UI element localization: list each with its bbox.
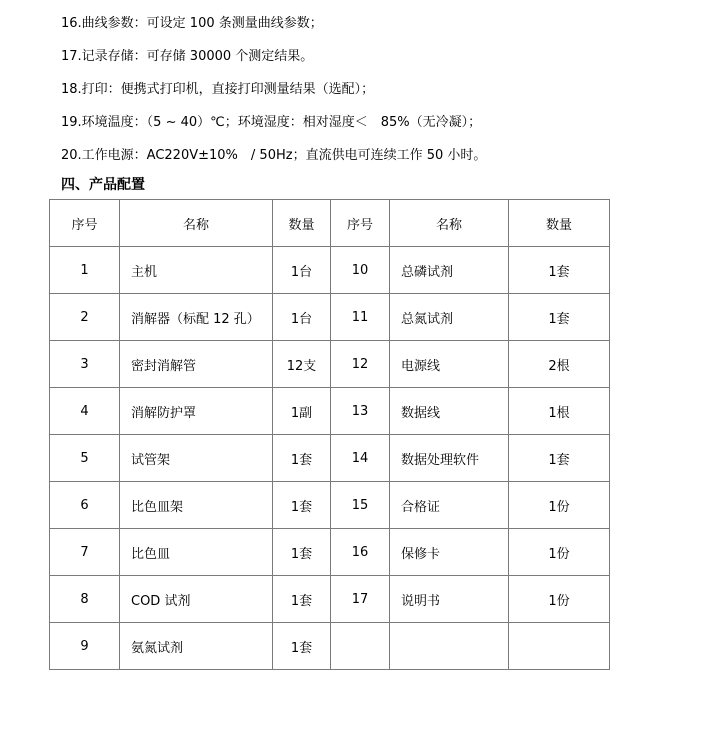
config-table (49, 199, 610, 670)
table-row (50, 247, 610, 294)
header-name-left: 名称 (120, 200, 273, 247)
item-number-left: 8 (50, 576, 120, 623)
item-name-left: 试管架 (120, 435, 273, 482)
item-number-left: 2 (50, 294, 120, 341)
item-quantity-right: 1份 (509, 529, 610, 576)
item-quantity-right: 2根 (509, 341, 610, 388)
header-qty-left: 数量 (273, 200, 331, 247)
item-quantity-left: 1套 (273, 623, 331, 670)
spec-list (61, 10, 681, 175)
header-name-right: 名称 (390, 200, 509, 247)
table-row (50, 529, 610, 576)
spec-line-environment: 19.环境温度：（5 ~ 40）℃；环境湿度：相对湿度＜ 85%（无冷凝）； (61, 115, 482, 130)
item-quantity-right: 1套 (509, 294, 610, 341)
item-name-left: 比色皿 (120, 529, 273, 576)
item-number-right: 12 (331, 341, 390, 388)
header-no-left: 序号 (50, 200, 120, 247)
item-quantity-right: 1套 (509, 435, 610, 482)
item-quantity-left: 1套 (273, 576, 331, 623)
item-name-left: 消解器（标配 12 孔） (120, 294, 273, 341)
item-name-left: 消解防护罩 (120, 388, 273, 435)
item-name-left: 氨氮试剂 (120, 623, 273, 670)
item-number-left: 4 (50, 388, 120, 435)
table-row (50, 341, 610, 388)
item-name-left: COD 试剂 (120, 576, 273, 623)
table-row (50, 576, 610, 623)
item-quantity-right (509, 623, 610, 670)
item-quantity-right: 1套 (509, 247, 610, 294)
item-number-right: 11 (331, 294, 390, 341)
table-row (50, 482, 610, 529)
item-name-left: 主机 (120, 247, 273, 294)
item-quantity-right: 1份 (509, 482, 610, 529)
table-row (50, 388, 610, 435)
item-number-right: 16 (331, 529, 390, 576)
item-number-left: 6 (50, 482, 120, 529)
section-heading: 四、产品配置 (61, 177, 145, 193)
item-name-right: 总磷试剂 (390, 247, 509, 294)
item-number-right: 10 (331, 247, 390, 294)
item-number-right (331, 623, 390, 670)
item-name-right: 保修卡 (390, 529, 509, 576)
item-quantity-left: 1台 (273, 294, 331, 341)
item-number-left: 7 (50, 529, 120, 576)
item-number-right: 14 (331, 435, 390, 482)
item-name-right: 数据线 (390, 388, 509, 435)
item-name-right: 数据处理软件 (390, 435, 509, 482)
header-no-right: 序号 (331, 200, 390, 247)
item-number-left: 5 (50, 435, 120, 482)
table-row (50, 435, 610, 482)
item-name-left: 密封消解管 (120, 341, 273, 388)
item-quantity-left: 1台 (273, 247, 331, 294)
item-quantity-left: 1套 (273, 482, 331, 529)
table-row (50, 623, 610, 670)
item-number-left: 3 (50, 341, 120, 388)
item-name-right: 总氮试剂 (390, 294, 509, 341)
table-row (50, 294, 610, 341)
item-number-left: 1 (50, 247, 120, 294)
item-quantity-left: 1套 (273, 529, 331, 576)
item-name-right: 电源线 (390, 341, 509, 388)
item-quantity-right: 1份 (509, 576, 610, 623)
table-header-row (50, 200, 610, 247)
spec-line-curve-params: 16.曲线参数：可设定 100 条测量曲线参数； (61, 16, 323, 31)
header-qty-right: 数量 (509, 200, 610, 247)
top-edge-mark (566, 0, 592, 1)
item-quantity-left: 1副 (273, 388, 331, 435)
spec-line-power: 20.工作电源：AC220V±10% / 50Hz；直流供电可连续工作 50 小时。 (61, 148, 487, 163)
item-name-right: 说明书 (390, 576, 509, 623)
item-number-left: 9 (50, 623, 120, 670)
item-name-left: 比色皿架 (120, 482, 273, 529)
item-number-right: 15 (331, 482, 390, 529)
item-name-right (390, 623, 509, 670)
item-quantity-left: 12支 (273, 341, 331, 388)
item-name-right: 合格证 (390, 482, 509, 529)
item-number-right: 13 (331, 388, 390, 435)
spec-line-storage: 17.记录存储：可存储 30000 个测定结果。 (61, 49, 314, 64)
spec-line-printing: 18.打印：便携式打印机，直接打印测量结果（选配）； (61, 82, 375, 97)
item-number-right: 17 (331, 576, 390, 623)
item-quantity-left: 1套 (273, 435, 331, 482)
item-quantity-right: 1根 (509, 388, 610, 435)
